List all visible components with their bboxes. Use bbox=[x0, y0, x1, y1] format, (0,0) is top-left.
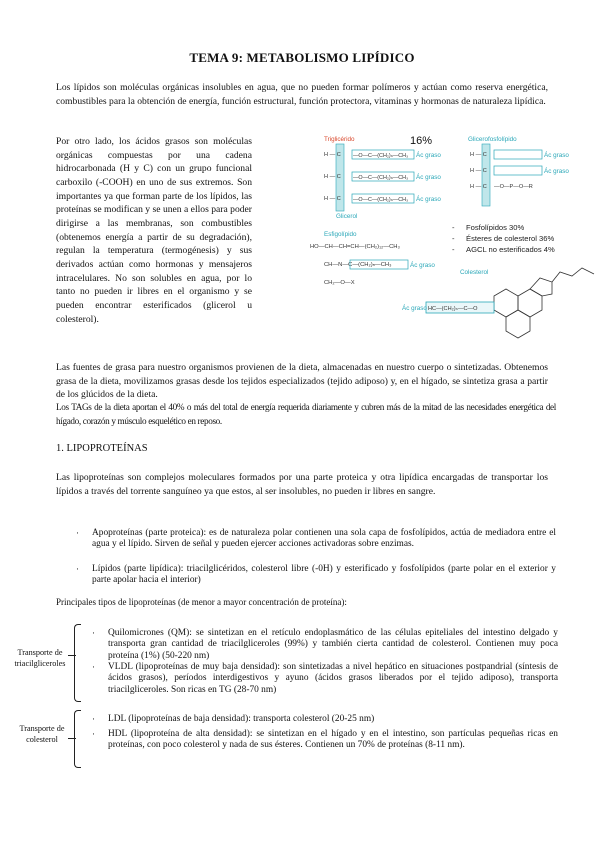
svg-text:HO—CH—CH=CH—(CH₂)₁₂—CH₃: HO—CH—CH=CH—(CH₂)₁₂—CH₃ bbox=[310, 244, 400, 250]
svg-text:Ác graso: Ác graso bbox=[544, 152, 569, 159]
bullet: · bbox=[76, 564, 79, 574]
svg-text:—O—C—(CH₂)ₙ—CH₃: —O—C—(CH₂)ₙ—CH₃ bbox=[353, 175, 409, 181]
triglyceride-chains bbox=[352, 150, 441, 203]
svg-text:—O—C—(CH₂)ₙ—CH₃: —O—C—(CH₂)ₙ—CH₃ bbox=[353, 197, 409, 203]
svg-text:Ác graso: Ác graso bbox=[402, 305, 427, 312]
svg-text:CH—N—C—(CH₂)ₙ—CH₃: CH—N—C—(CH₂)ₙ—CH₃ bbox=[324, 262, 392, 268]
svg-text:-: - bbox=[452, 223, 455, 232]
lipoproteins-paragraph: Las lipoproteínas son complejos moleculares formados por una parte proteica y otra lipídica encargadas de transportar los lípidos a través del torrente sanguíneo ya que estos, al ser insolubles, no pueden ir libres en sangre. bbox=[56, 472, 548, 497]
svg-text:Ésteres de colesterol 36%: Ésteres de colesterol 36% bbox=[466, 234, 555, 243]
svg-text:—O—C—(CH₂)ₙ—CH₃: —O—C—(CH₂)ₙ—CH₃ bbox=[353, 153, 409, 159]
lipoprotein-types-heading: Principales tipos de lipoproteínas (de menor a mayor concentración de proteína): bbox=[56, 597, 347, 607]
svg-text:H — C: H — C bbox=[324, 196, 341, 202]
svg-text:CH₂—O—X: CH₂—O—X bbox=[324, 280, 355, 286]
svg-text:H — C: H — C bbox=[470, 168, 487, 174]
glycerol-label: Glicerol bbox=[336, 213, 358, 220]
group-label-triacylglycerol-transport: Transporte de triacilgliceroles bbox=[14, 648, 66, 668]
intro-paragraph: Los lípidos son moléculas orgánicas insolubles en agua, que no pueden formar polímeros y actúan como reserva energética, combustibles para la obtención de energía, función estructural, función protectora, vitaminas y hormonas de naturaleza lipídica. bbox=[56, 82, 548, 107]
lipid-percent-legend bbox=[452, 223, 555, 254]
group1-bracket bbox=[74, 624, 81, 702]
bullet: · bbox=[92, 714, 95, 724]
svg-text:-: - bbox=[452, 234, 455, 243]
svg-text:Ác graso: Ác graso bbox=[416, 152, 441, 159]
svg-text:Ác graso: Ác graso bbox=[544, 168, 569, 175]
svg-text:H — C: H — C bbox=[470, 152, 487, 158]
lipoprotein-vldl: VLDL (lipoproteínas de muy baja densidad): son sintetizadas a nivel hepático en situaciones postpandrial (síntesis de ácidos grasos), períodos interdigestivos y ayuno (ácidos grasos liberados por el tejido adiposo), transporta triacilgliceroles. Son ricas en TG (28-70 nm) bbox=[108, 662, 558, 695]
fatty-acids-paragraph: Por otro lado, los ácidos grasos son moléculas orgánicas compuestas por una cadena hidrocarbonada (H y C) con un grupo funcional carboxilo (-COOH) en uno de sus extremos. Son importantes ya que forman parte de los lípidos, las proteínas se modifican y se unen a ellos para poder dirigirse a las membranas, son combustibles (obtenemos energía a partir de su degradación), regulan la temperatura (termogénesis) y sus derivados actúan como hormonas y mensajeros intracelulares. No son solubles en agua, por lo tanto no pueden ir libres en el organismo y se pueden encontrar esterificados (glicerol u colesterol). bbox=[56, 136, 252, 325]
lipoprotein-qm: Quilomicrones (QM): se sintetizan en el retículo endoplasmático de las células epiteliales del intestino delgado y transporta gran cantidad de triacilgliceroles (99%) y también cierta cantidad de colesterol. Contienen muy poca proteína (1%) (50-220 nm) bbox=[108, 628, 558, 661]
lipoprotein-hdl: HDL (lipoproteína de alta densidad): se sintetizan en el hígado y en el intestino, son partículas pequeñas ricas en proteínas, con poco colesterol y nada de sus ésteres. Contienen un 70% de proteínas (8-11 nm). bbox=[108, 729, 558, 751]
triglyceride-label: Triglicérido bbox=[324, 136, 355, 143]
group2-bracket bbox=[74, 710, 81, 768]
svg-text:Ác graso: Ác graso bbox=[410, 262, 435, 269]
cholesterol-rings bbox=[494, 268, 594, 338]
tag-paragraph: Los TAGs de la dieta aportan el 40% o más del total de energía requerida diariamente y cubren más de la mitad de las necesidades energética del hígado, corazón y músculo esquelético en reposo. bbox=[56, 402, 556, 426]
svg-text:-: - bbox=[452, 245, 455, 254]
svg-text:—O—P—O—R: —O—P—O—R bbox=[494, 184, 533, 190]
cholesterol-label: Colesterol bbox=[460, 269, 489, 276]
sphingolipid-structure bbox=[310, 244, 400, 286]
svg-text:Fosfolípidos 30%: Fosfolípidos 30% bbox=[466, 223, 525, 232]
svg-text:H — C: H — C bbox=[324, 152, 341, 158]
bullet: · bbox=[76, 528, 79, 538]
svg-text:H — C: H — C bbox=[324, 174, 341, 180]
lipid-structures-figure bbox=[308, 126, 569, 356]
bullet: · bbox=[92, 662, 95, 672]
bullet: · bbox=[92, 729, 95, 739]
triglyceride-percent: 16% bbox=[410, 135, 433, 147]
component-lipids: Lípidos (parte lipídica): triacilglicéridos, colesterol libre (-0H) y esterificado y fosfolípidos (parte polar en el exterior y parte apolar hacia el interior) bbox=[92, 564, 556, 586]
glycerophospholipid-label: Glicerofosfolípido bbox=[468, 136, 517, 143]
sources-paragraph: Las fuentes de grasa para nuestro organismos provienen de la dieta, almacenadas en nuestro cuerpo o sintetizadas. Obtenemos grasa de la dieta, movilizamos grasas desde los tejidos especializados (tejido adiposo) y, en el hígado, se sintetiza grasa a partir de los glúcidos de la dieta. bbox=[56, 362, 548, 401]
bullet: · bbox=[92, 628, 95, 638]
svg-text:Ác graso: Ác graso bbox=[416, 174, 441, 181]
component-apoproteins: Apoproteínas (parte proteica): es de naturaleza polar contienen una sola capa de fosfolípidos, actúa de mediadora entre el agua y el lípido. Sirven de señal y pueden ejercer acciones activadoras sobre enzimas. bbox=[92, 528, 556, 550]
section-title-lipoproteins: 1. LIPOPROTEÍNAS bbox=[56, 443, 148, 454]
svg-text:Ác graso: Ác graso bbox=[416, 196, 441, 203]
svg-text:AGCL no esterificados 4%: AGCL no esterificados 4% bbox=[466, 245, 555, 254]
lipoprotein-ldl: LDL (lipoproteínas de baja densidad): transporta colesterol (20-25 nm) bbox=[108, 714, 375, 724]
group-label-cholesterol-transport: Transporte de colesterol bbox=[19, 724, 65, 744]
page-title: TEMA 9: METABOLISMO LIPÍDICO bbox=[189, 50, 415, 65]
sphingolipid-label: Esfigolípido bbox=[324, 231, 357, 238]
svg-text:HC—(CH₂)ₙ—C—O: HC—(CH₂)ₙ—C—O bbox=[428, 306, 478, 312]
svg-text:H — C: H — C bbox=[470, 184, 487, 190]
glycerophospholipid-chains bbox=[494, 150, 569, 175]
